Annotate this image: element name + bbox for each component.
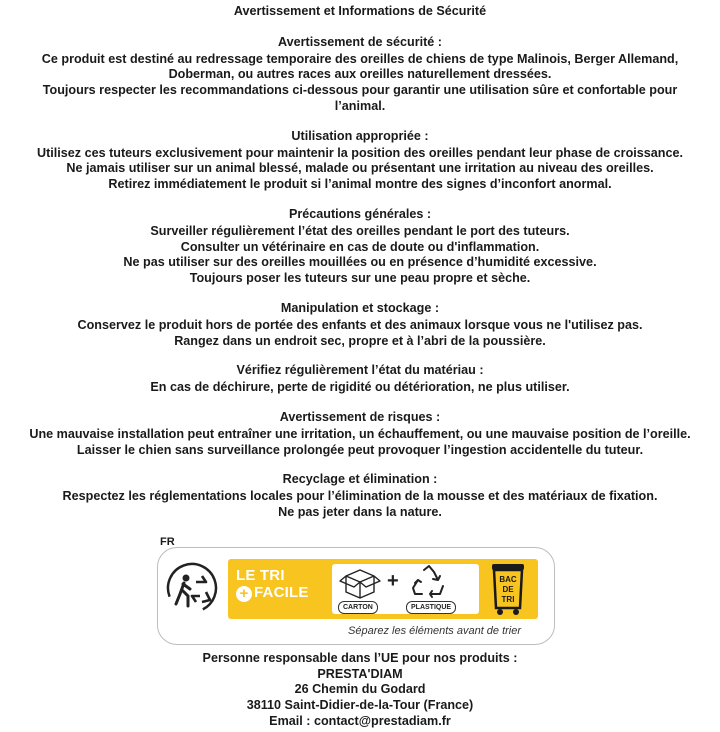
responsible-person-block (0, 651, 720, 730)
document-title: Avertissement et Informations de Sécurité (233, 4, 487, 18)
section-line: Ce produit est destiné au redressage temporaire des oreilles de chiens de type Malinois, Berger Allemand, (41, 51, 679, 66)
recycle-icon (410, 564, 448, 600)
section-heading: Précautions générales : (288, 206, 432, 221)
footer-line: Personne responsable dans l’UE pour nos produits : (202, 650, 518, 665)
section-line: Conservez le produit hors de portée des enfants et des animaux lorsque vous ne l'utilisez pas. (77, 317, 643, 332)
footer-line: Email : contact@prestadiam.fr (269, 713, 451, 728)
section-heading: Avertissement de risques : (279, 409, 441, 424)
section-line: Laisser le chien sans surveillance prolongée peut provoquer l’ingestion accidentelle du tuteur. (76, 442, 644, 457)
section-heading: Vérifiez régulièrement l’état du matériau : (236, 363, 484, 378)
triman-icon (166, 562, 218, 614)
footer-line: 26 Chemin du Godard (294, 682, 426, 697)
materials-plus: + (387, 569, 399, 592)
section-6 (0, 410, 720, 458)
section-line: Doberman, ou autres races aux oreilles naturellement dressées. (168, 67, 552, 82)
bin-text-3: TRI (501, 594, 515, 604)
bin-text-2: DE (502, 584, 514, 594)
section-heading: Recyclage et élimination : (282, 472, 438, 487)
section-4 (0, 301, 720, 349)
materials-panel (332, 564, 479, 614)
section-line: Une mauvaise installation peut entraîner une irritation, un échauffement, ou une mauvaise position de l’oreille. (29, 426, 691, 441)
footer-line: 38110 Saint-Didier-de-la-Tour (France) (246, 698, 474, 713)
brand-line2: FACILE (254, 583, 309, 601)
country-code: FR (160, 535, 175, 548)
brand-line1: LE TRI (236, 566, 285, 584)
recycling-bin-icon (490, 562, 526, 616)
section-line: Utilisez ces tuteurs exclusivement pour maintenir la position des oreilles pendant leur phase de croissance. (37, 145, 683, 160)
sections-container (0, 35, 720, 521)
section-line: Surveiller régulièrement l’état des oreilles pendant le port des tuteurs. (150, 223, 570, 238)
sorting-instruction: Séparez les éléments avant de trier (348, 624, 522, 637)
brand-plus: + (236, 586, 252, 602)
plastique-label: PLASTIQUE (406, 601, 456, 614)
section-line: Toujours poser les tuteurs sur une peau propre et sèche. (189, 271, 531, 286)
section-line: Toujours respecter les recommandations ci-dessous pour garantir une utilisation sûre et confortable pour (42, 83, 678, 98)
section-2 (0, 129, 720, 193)
section-5 (0, 363, 720, 396)
section-heading: Avertissement de sécurité : (277, 34, 443, 49)
section-line: Consulter un vétérinaire en cas de doute ou d'inflammation. (180, 239, 540, 254)
section-heading: Manipulation et stockage : (280, 300, 440, 315)
section-line: Ne pas utiliser sur des oreilles mouillées ou en présence d’humidité excessive. (123, 255, 597, 270)
section-line: Retirez immédiatement le produit si l’animal montre des signes d’inconfort anormal. (108, 177, 612, 192)
triman-label (0, 535, 720, 651)
section-7 (0, 472, 720, 520)
le-tri-facile-logo (236, 567, 309, 602)
section-1 (0, 35, 720, 115)
footer-line: PRESTA'DIAM (317, 666, 403, 681)
section-heading: Utilisation appropriée : (291, 128, 429, 143)
bin-text-1: BAC (499, 574, 517, 584)
section-line: Rangez dans un endroit sec, propre et à l’abri de la poussière. (174, 333, 546, 348)
tri-facile-panel (228, 559, 538, 619)
section-line: Respectez les réglementations locales pour l’élimination de la mousse et des matériaux de fixation. (62, 489, 658, 504)
carton-label: CARTON (338, 601, 378, 614)
carton-box-icon (338, 566, 382, 600)
section-line: En cas de déchirure, perte de rigidité ou détérioration, ne plus utiliser. (150, 380, 570, 395)
section-line: Ne jamais utiliser sur un animal blessé, malade ou présentant une irritation au niveau des oreilles. (66, 161, 654, 176)
section-3 (0, 207, 720, 287)
section-line: Ne pas jeter dans la nature. (278, 504, 442, 519)
section-line: l’animal. (334, 98, 386, 113)
info-tri-box (157, 547, 555, 645)
